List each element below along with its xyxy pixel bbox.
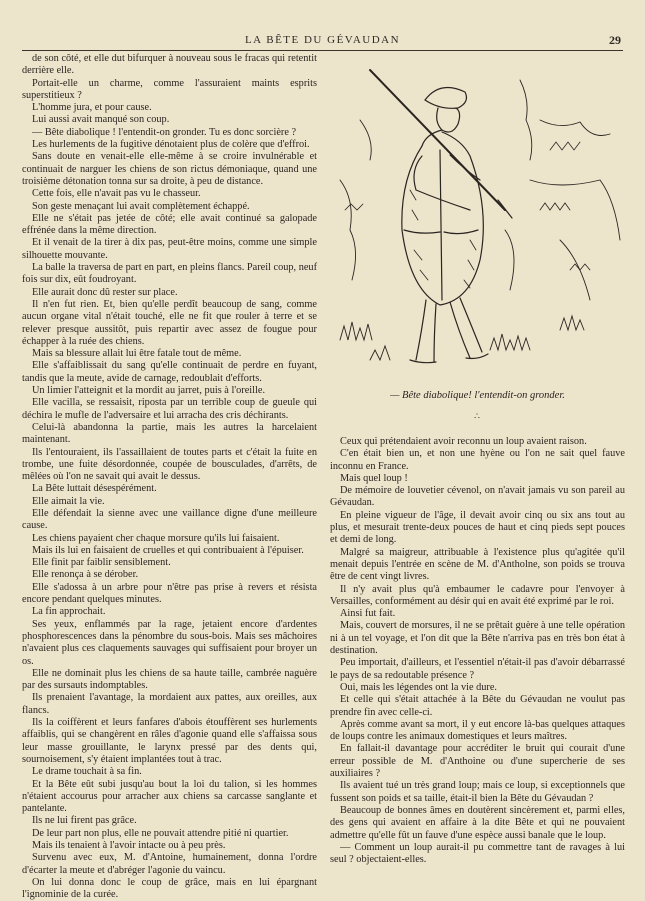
paragraph: Il n'en fut rien. Et, bien qu'elle perdît beaucoup de sang, comme aucun organe vital n'était touché, elle ne fit que rouler à terre et se relever presque aussitôt, puis repartir avec assez de fougue pour échapper à la ruée des chiens.	[22, 298, 317, 347]
left-text-column	[22, 53, 317, 901]
paragraph: Les chiens payaient cher chaque morsure qu'ils lui faisaient.	[32, 532, 280, 544]
hunter-drawing	[330, 60, 625, 380]
paragraph: Elle ne s'était pas jetée de côté; elle avait continué sa galopade effrénée dans la même direction.	[22, 212, 317, 237]
paragraph: Ils l'entouraient, ils l'assaillaient de toutes parts et c'était la fuite en trombe, une fuite désordonnée, coupée de bousculades, d'arrêts, de mêlées où l'on ne savait qui avait le dessus.	[22, 446, 317, 483]
paragraph: Oui, mais les légendes ont la vie dure.	[340, 681, 497, 693]
paragraph: Ils prenaient l'avantage, la mordaient aux pattes, aux oreilles, aux flancs.	[22, 692, 317, 716]
paragraph: C'en était bien un, et non une hyène ou l'on ne sait quel fauve inconnu en France.	[330, 448, 625, 472]
section-ornament: ∴	[474, 411, 481, 421]
paragraph: Lui aussi avait manqué son coup.	[32, 114, 170, 126]
running-title: LA BÊTE DU GÉVAUDAN	[244, 34, 401, 46]
paragraph: De leur part non plus, elle ne pouvait attendre pitié ni quartier.	[32, 827, 289, 839]
paragraph: On lui donna donc le coup de grâce, mais en lui épargnant l'ignominie de la curée.	[22, 876, 317, 901]
paragraph: De mémoire de louvetier cévenol, on n'avait jamais vu son pareil au Gévaudan.	[330, 485, 625, 509]
paragraph: Ses yeux, enflammés par la rage, jetaient encore d'ardentes phosphorescences dans la pénombre du sous-bois. Mais ses mâchoires n'avaient plus ces claquements sauvages qui suffisaient pour broyer un os.	[22, 618, 317, 667]
illustration-caption: — Bête diabolique! l'entendit-on gronder.	[390, 390, 565, 401]
paragraph: Ils avaient tué un très grand loup; mais ce loup, si exceptionnels que fussent son poids et sa taille, était-il bien la Bête du Gévaudan ?	[330, 780, 625, 804]
paragraph: Elle aurait donc dû rester sur place.	[32, 286, 178, 298]
paragraph: Il n'y avait plus qu'à embaumer le cadavre pour l'envoyer à Versailles, conformément au désir qui en avait été exprimé par le roi.	[330, 583, 625, 607]
paragraph: Après comme avant sa mort, il y eut encore là-bas quelques attaques de loups contre les animaux domestiques et leurs maîtres.	[330, 718, 625, 743]
paragraph: Beaucoup de bonnes âmes en doutèrent sincèrement et, parmi elles, des gens qui avaient en affaire à la dite Bête et qui ne pouvaient admettre qu'elle fût un fauve d'une espèce aussi banale que le loup.	[330, 804, 625, 841]
paragraph: En pleine vigueur de l'âge, il devait avoir cinq ou six ans tout au plus, et mesurait trente-deux pouces de haut et cinq pieds sept pouces et demi de long.	[330, 509, 625, 546]
paragraph: Son geste menaçant lui avait complètement échappé.	[32, 200, 250, 212]
paragraph: Ils ne lui firent pas grâce.	[32, 815, 137, 827]
paragraph: Elle ne dominait plus les chiens de sa haute taille, cambrée naguère par des sursauts indomptables.	[22, 667, 317, 692]
paragraph: Mais ils lui en faisaient de cruelles et qui contribuaient à l'épuiser.	[32, 544, 304, 556]
paragraph: Elle s'affaiblissait du sang qu'elle continuait de perdre en fuyant, tandis que la meute, avide de carnage, redoublait d'efforts.	[22, 360, 317, 384]
paragraph: Celui-là abandonna la partie, mais les autres la harcelaient maintenant.	[22, 421, 317, 446]
paragraph: Ainsi fut fait.	[340, 608, 396, 620]
paragraph: L'homme jura, et pour cause.	[32, 102, 152, 114]
paragraph: En fallait-il davantage pour accréditer le bruit qui courait d'une erreur possible de M. d'Anthoine ou d'une supercherie de ses auxiliaires ?	[330, 743, 625, 780]
paragraph: Et la Bête eût subi jusqu'au bout la loi du talion, si les hommes n'étaient accourus pour arracher aux chiens sa carcasse sanglante et pantelante.	[22, 778, 317, 815]
paragraph: Ceux qui prétendaient avoir reconnu un loup avaient raison.	[340, 436, 587, 447]
paragraph: — Comment un loup aurait-il pu commettre tant de ravages à lui seul ? objectaient-elles.	[330, 841, 625, 866]
paragraph: La fin approchait.	[32, 606, 106, 618]
paragraph: Portait-elle un charme, comme l'assuraient maints esprits superstitieux ?	[22, 77, 317, 101]
paragraph: Ils la coiffèrent et leurs fanfares d'abois étouffèrent ses hurlements affaiblis, qui se changèrent en râles d'agonie quand elle s'affaissa sous leur masse grouillante, le larynx pressé par des dents qui, sournoisement, s'y étaient implantées tout à trac.	[22, 717, 317, 765]
paragraph: Et celle qui s'était attachée à la Bête du Gévaudan ne voulut pas prendre fin avec celle-ci.	[330, 694, 625, 718]
paragraph: Elle renonça à se dérober.	[32, 569, 139, 581]
paragraph: Le drame touchait à sa fin.	[32, 766, 142, 778]
paragraph: La Bête luttait désespérément.	[32, 483, 157, 495]
paragraph: Elle s'adossa à un arbre pour n'être pas prise à revers et résista encore pendant quelques minutes.	[22, 581, 317, 606]
right-text-column	[330, 436, 625, 866]
paragraph: Elle aimait la vie.	[32, 495, 105, 507]
paragraph: Mais quel loup !	[340, 472, 408, 484]
hunter-illustration	[330, 60, 625, 380]
paragraph: Elle finit par faiblir sensiblement.	[32, 557, 171, 569]
paragraph: Survenu avec eux, M. d'Antoine, humainement, donna l'ordre d'écarter la meute et d'abréger l'agonie du vaincu.	[22, 852, 317, 876]
paragraph: Malgré sa maigreur, attribuable à l'existence plus qu'agitée qu'il menait depuis l'entrée en scène de M. d'Antholne, son poids se trouva être de cent vingt livres.	[330, 546, 625, 583]
paragraph: Elle défendait la sienne avec une vaillance digne d'une meilleure cause.	[22, 507, 317, 532]
paragraph: Mais ils tenaient à l'avoir intacte ou à peu près.	[32, 840, 226, 851]
paragraph: — Bête diabolique ! l'entendit-on gronder. Tu es donc sorcière ?	[32, 126, 297, 138]
paragraph: Un limier l'atteignit et la mordit au jarret, puis à l'oreille.	[32, 385, 266, 397]
paragraph: de son côté, et elle dut bifurquer à nouveau sous le fracas qui retentit derrière elle.	[22, 53, 317, 77]
paragraph: Mais sa blessure allait lui être fatale tout de même.	[32, 348, 242, 360]
paragraph: Les hurlements de la fugitive dénotaient plus de colère que d'effroi.	[32, 139, 310, 151]
paragraph: La balle la traversa de part en part, en pleins flancs. Pareil coup, neuf fois sur dix, eût foudroyant.	[22, 262, 317, 286]
page-number: 29	[609, 33, 621, 47]
header-rule	[22, 50, 623, 51]
paragraph: Et il venait de la tirer à dix pas, peut-être moins, comme une simple silhouette mouvante.	[22, 237, 317, 261]
paragraph: Sans doute en venait-elle elle-même à se croire invulnérable et continuait de narguer les chiens de son rictus démoniaque, quand une troisième détonation tonna sur sa droite, à peu de distance.	[22, 151, 317, 187]
paragraph: Cette fois, elle n'avait pas vu le chasseur.	[32, 188, 201, 200]
paragraph: Elle vacilla, se ressaisit, riposta par un terrible coup de gueule qui déchira le mufle de l'adversaire et lui arracha des cris déchirants.	[22, 397, 317, 421]
paragraph: Peu importait, d'ailleurs, et l'essentiel n'était-il pas d'avoir débarrassé le pays de sa redoutable présence ?	[330, 657, 625, 681]
paragraph: Mais, couvert de morsures, il ne se prêtait guère à une telle opération ni à un tel voyage, et l'on dit que la Bête n'arriva pas en très bon état à destination.	[330, 620, 625, 657]
